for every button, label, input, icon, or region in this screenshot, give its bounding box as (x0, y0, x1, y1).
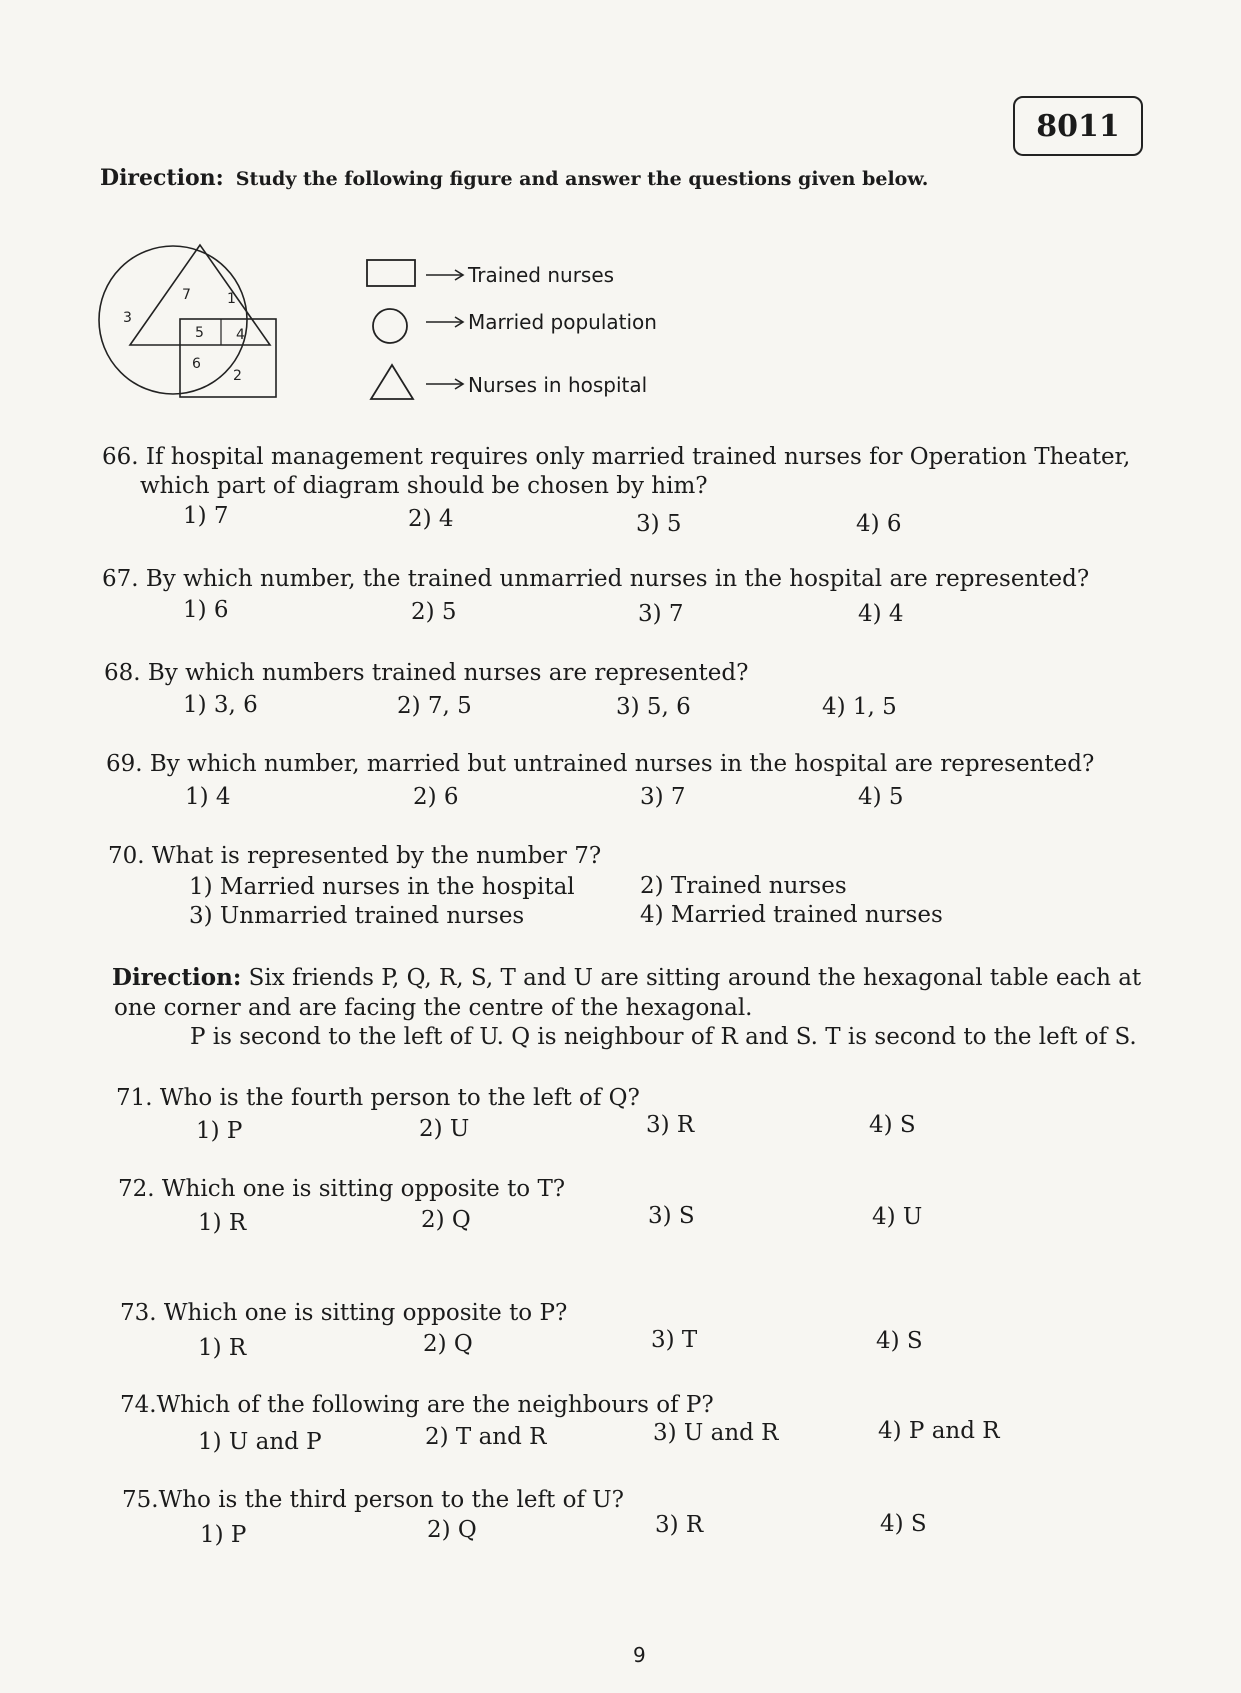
page-number: 9 (633, 1643, 646, 1667)
q68-option-3[interactable]: 3) 5, 6 (616, 694, 691, 720)
q69-option-4[interactable]: 4) 5 (858, 784, 904, 810)
q68-option-4[interactable]: 4) 1, 5 (822, 694, 897, 720)
page-code: 8011 (1036, 108, 1120, 144)
arrow-right-icon (424, 315, 466, 329)
question-66-cont: which part of diagram should be chosen by him? (140, 473, 708, 499)
legend-nurses-in-hospital: Nurses in hospital (468, 373, 648, 397)
venn-label-3: 3 (123, 310, 132, 326)
question-68: 68. By which numbers trained nurses are represented? (104, 660, 749, 686)
q67-option-4[interactable]: 4) 4 (858, 601, 904, 627)
q66-option-4[interactable]: 4) 6 (856, 511, 902, 537)
direction-2-text-1: Six friends P, Q, R, S, T and U are sitting around the hexagonal table each at (248, 965, 1142, 991)
direction-2-line-2: one corner and are facing the centre of the hexagonal. (114, 995, 753, 1021)
question-69: 69. By which number, married but untrained nurses in the hospital are represented? (106, 751, 1095, 777)
q75-option-1[interactable]: 1) P (200, 1522, 247, 1548)
triangle-icon (368, 362, 416, 402)
q74-option-3[interactable]: 3) U and R (653, 1420, 779, 1446)
legend-trained-nurses: Trained nurses (468, 263, 615, 287)
question-72: 72. Which one is sitting opposite to T? (118, 1176, 566, 1202)
q67-option-1[interactable]: 1) 6 (183, 597, 229, 623)
arrow-right-icon (424, 377, 466, 391)
q74-option-4[interactable]: 4) P and R (878, 1418, 1000, 1444)
married-population-circle (99, 246, 247, 394)
venn-label-6: 6 (192, 356, 201, 372)
direction-2-label: Direction: (112, 964, 242, 991)
venn-label-5: 5 (195, 325, 204, 341)
q68-option-2[interactable]: 2) 7, 5 (397, 693, 472, 719)
venn-label-4: 4 (236, 327, 245, 343)
q69-option-2[interactable]: 2) 6 (413, 784, 459, 810)
q70-option-3[interactable]: 3) Unmarried trained nurses (189, 903, 525, 929)
q75-option-4[interactable]: 4) S (880, 1511, 927, 1537)
venn-label-2: 2 (233, 368, 242, 384)
q67-option-2[interactable]: 2) 5 (411, 599, 457, 625)
q66-option-2[interactable]: 2) 4 (408, 506, 454, 532)
q72-option-2[interactable]: 2) Q (421, 1207, 471, 1233)
direction-text: Study the following figure and answer the questions given below. (235, 168, 929, 190)
q67-option-3[interactable]: 3) 7 (638, 601, 684, 627)
page-code-box (1013, 96, 1143, 156)
q73-option-1[interactable]: 1) R (198, 1335, 247, 1361)
venn-diagram (95, 235, 295, 405)
q71-option-1[interactable]: 1) P (196, 1118, 243, 1144)
question-66: 66. If hospital management requires only married trained nurses for Operation Theater, (102, 444, 1131, 470)
q73-option-2[interactable]: 2) Q (423, 1331, 473, 1357)
direction-2-line-3: P is second to the left of U. Q is neighbour of R and S. T is second to the left of S. (190, 1024, 1137, 1050)
q66-option-3[interactable]: 3) 5 (636, 511, 682, 537)
q73-option-4[interactable]: 4) S (876, 1328, 923, 1354)
question-67: 67. By which number, the trained unmarried nurses in the hospital are represented? (102, 566, 1090, 592)
question-71: 71. Who is the fourth person to the left of Q? (116, 1085, 640, 1111)
rectangle-icon (365, 258, 417, 290)
q66-option-1[interactable]: 1) 7 (183, 503, 229, 529)
q75-option-2[interactable]: 2) Q (427, 1517, 477, 1543)
q72-option-4[interactable]: 4) U (872, 1204, 923, 1230)
q70-option-2[interactable]: 2) Trained nurses (640, 873, 847, 899)
q71-option-4[interactable]: 4) S (869, 1112, 916, 1138)
q74-option-2[interactable]: 2) T and R (425, 1424, 547, 1450)
question-74: 74.Which of the following are the neighbours of P? (120, 1392, 714, 1418)
direction-label: Direction: (100, 165, 224, 191)
q71-option-2[interactable]: 2) U (419, 1116, 470, 1142)
direction-heading (100, 165, 928, 191)
q68-option-1[interactable]: 1) 3, 6 (183, 692, 258, 718)
arrow-right-icon (424, 268, 466, 282)
question-75: 75.Who is the third person to the left of U? (122, 1487, 624, 1513)
q74-option-1[interactable]: 1) U and P (198, 1429, 322, 1455)
q69-option-1[interactable]: 1) 4 (185, 784, 231, 810)
q70-option-1[interactable]: 1) Married nurses in the hospital (189, 874, 575, 900)
question-73: 73. Which one is sitting opposite to P? (120, 1300, 568, 1326)
question-70: 70. What is represented by the number 7? (108, 843, 602, 869)
circle-icon (370, 306, 410, 346)
q70-option-4[interactable]: 4) Married trained nurses (640, 902, 943, 928)
legend-married-population: Married population (468, 310, 657, 334)
q72-option-1[interactable]: 1) R (198, 1210, 247, 1236)
q71-option-3[interactable]: 3) R (646, 1112, 695, 1138)
q75-option-3[interactable]: 3) R (655, 1512, 704, 1538)
venn-label-1: 1 (227, 291, 236, 307)
q69-option-3[interactable]: 3) 7 (640, 784, 686, 810)
q72-option-3[interactable]: 3) S (648, 1203, 695, 1229)
venn-label-7: 7 (182, 287, 191, 303)
q73-option-3[interactable]: 3) T (651, 1327, 698, 1353)
direction-2-line-1 (112, 964, 1141, 991)
